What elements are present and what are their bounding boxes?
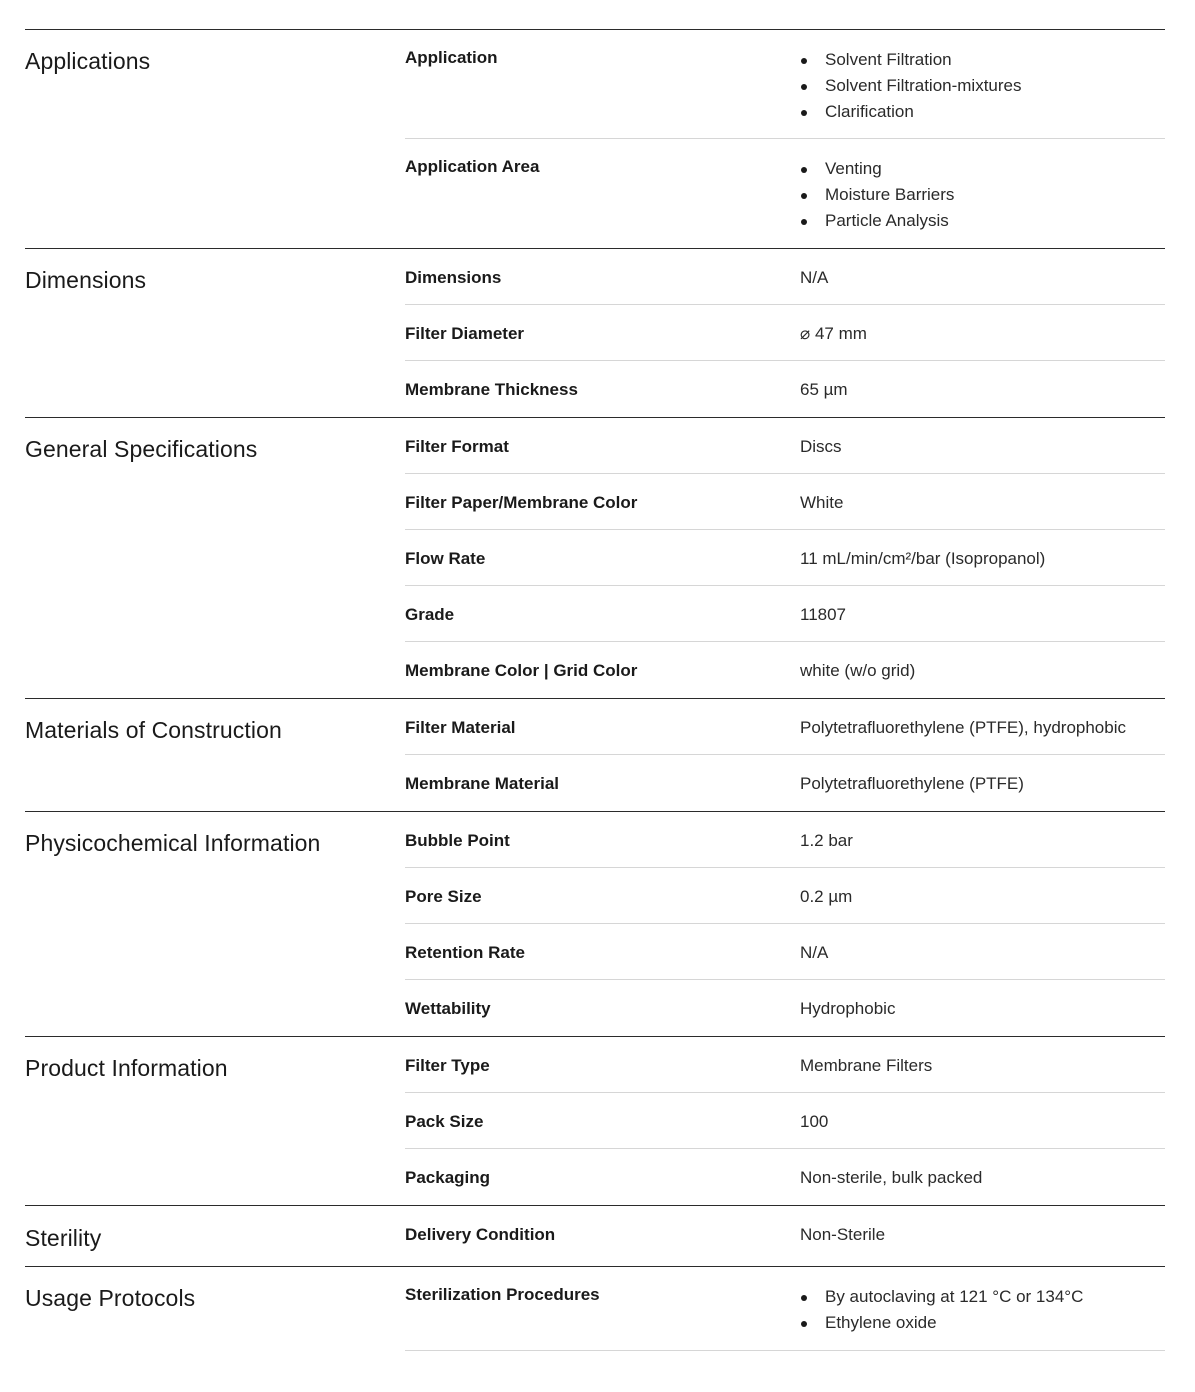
spec-value: white (w/o grid) (800, 661, 916, 680)
spec-row-flow-rate (405, 530, 1165, 586)
spec-label: Filter Paper/Membrane Color (405, 493, 638, 512)
spec-row-retention-rate (405, 924, 1165, 980)
section-general-specifications (25, 417, 1165, 698)
spec-row-application (405, 30, 1165, 139)
section-rows (405, 1037, 1165, 1205)
spec-label: Filter Type (405, 1056, 490, 1075)
spec-row-application-area (405, 139, 1165, 248)
spec-row-filter-diameter (405, 305, 1165, 361)
spec-label: Bubble Point (405, 831, 510, 850)
section-title: General Specifications (25, 436, 258, 462)
spec-value: 11 mL/min/cm²/bar (Isopropanol) (800, 549, 1046, 568)
spec-value (800, 139, 1165, 248)
spec-value: 1.2 bar (800, 831, 853, 850)
spec-label: Membrane Color | Grid Color (405, 661, 638, 680)
spec-row-filter-color (405, 474, 1165, 530)
spec-row-membrane-material (405, 755, 1165, 811)
spec-row-filter-material (405, 699, 1165, 755)
spec-row-grade (405, 586, 1165, 642)
spec-label: Sterilization Procedures (405, 1285, 600, 1304)
section-title: Dimensions (25, 267, 147, 293)
section-rows (405, 699, 1165, 811)
spec-row-bubble-point (405, 812, 1165, 868)
list-item: Solvent Filtration-mixtures (800, 73, 1165, 99)
spec-label: Membrane Material (405, 774, 559, 793)
spec-label: Filter Diameter (405, 324, 525, 343)
spec-value: N/A (800, 943, 829, 962)
section-dimensions (25, 248, 1165, 417)
section-applications (25, 29, 1165, 248)
section-title: Physicochemical Information (25, 830, 321, 856)
spec-value: Hydrophobic (800, 999, 896, 1018)
spec-value: 0.2 µm (800, 887, 853, 906)
spec-value: Non-Sterile (800, 1225, 886, 1244)
section-title: Product Information (25, 1055, 228, 1081)
section-title: Materials of Construction (25, 717, 282, 743)
section-usage-protocols (25, 1266, 1165, 1351)
list-item: Moisture Barriers (800, 182, 1165, 208)
spec-value (800, 30, 1165, 138)
list-item: Solvent Filtration (800, 47, 1165, 73)
list-item: Clarification (800, 99, 1165, 125)
spec-label: Filter Material (405, 718, 516, 737)
spec-row-delivery-condition (405, 1206, 1165, 1266)
spec-row-wettability (405, 980, 1165, 1036)
spec-row-dimensions (405, 249, 1165, 305)
spec-row-membrane-thickness (405, 361, 1165, 417)
section-title: Sterility (25, 1225, 102, 1251)
spec-value: White (800, 493, 844, 512)
section-title: Usage Protocols (25, 1285, 196, 1311)
spec-label: Retention Rate (405, 943, 525, 962)
spec-label: Dimensions (405, 268, 502, 287)
spec-value: Polytetrafluorethylene (PTFE) (800, 774, 1024, 793)
section-rows (405, 249, 1165, 417)
list-item: By autoclaving at 121 °C or 134°C (800, 1284, 1165, 1310)
spec-row-filter-format (405, 418, 1165, 474)
spec-row-membrane-grid-color (405, 642, 1165, 698)
spec-value: Non-sterile, bulk packed (800, 1168, 983, 1187)
section-physicochemical (25, 811, 1165, 1036)
spec-row-packaging (405, 1149, 1165, 1205)
value-list (800, 156, 1165, 234)
spec-label: Grade (405, 605, 455, 624)
spec-label: Packaging (405, 1168, 491, 1187)
spec-value: 100 (800, 1112, 829, 1131)
spec-value (800, 1267, 1165, 1350)
list-item: Ethylene oxide (800, 1310, 1165, 1336)
section-rows (405, 30, 1165, 248)
spec-row-pore-size (405, 868, 1165, 924)
spec-value: 65 µm (800, 380, 848, 399)
spec-label: Membrane Thickness (405, 380, 578, 399)
spec-label: Application (405, 48, 498, 67)
section-product-information (25, 1036, 1165, 1205)
spec-row-filter-type (405, 1037, 1165, 1093)
spec-label: Pack Size (405, 1112, 484, 1131)
section-rows (405, 1206, 1165, 1266)
spec-value: Membrane Filters (800, 1056, 933, 1075)
spec-label: Delivery Condition (405, 1225, 556, 1244)
spec-value: ⌀ 47 mm (800, 324, 867, 343)
specification-table (25, 29, 1165, 1351)
spec-label: Flow Rate (405, 549, 486, 568)
section-sterility (25, 1205, 1165, 1266)
value-list (800, 1284, 1165, 1336)
section-rows (405, 1267, 1165, 1351)
spec-value: N/A (800, 268, 829, 287)
spec-label: Filter Format (405, 437, 509, 456)
spec-label: Pore Size (405, 887, 482, 906)
spec-row-pack-size (405, 1093, 1165, 1149)
list-item: Venting (800, 156, 1165, 182)
spec-value: Discs (800, 437, 842, 456)
spec-value: 11807 (800, 605, 847, 624)
section-rows (405, 418, 1165, 698)
list-item: Particle Analysis (800, 208, 1165, 234)
value-list (800, 47, 1165, 125)
section-materials (25, 698, 1165, 811)
spec-label: Wettability (405, 999, 491, 1018)
spec-value: Polytetrafluorethylene (PTFE), hydrophobic (800, 718, 1126, 737)
section-title: Applications (25, 48, 151, 74)
section-rows (405, 812, 1165, 1036)
spec-label: Application Area (405, 157, 540, 176)
spec-row-sterilization-procedures (405, 1267, 1165, 1351)
